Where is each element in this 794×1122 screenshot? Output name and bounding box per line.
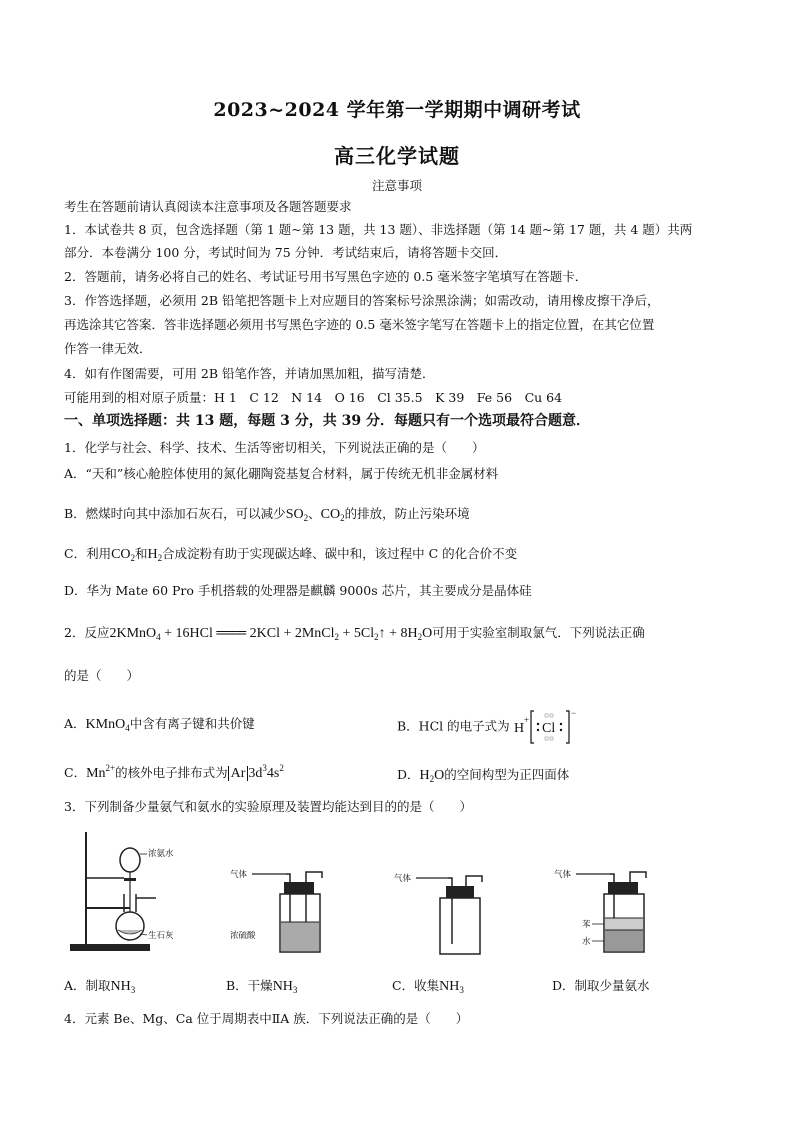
q2-option-b [397,708,574,746]
q2-stem-end: 的是（ ） [64,668,140,683]
q4-stem: 4．元素 Be、Mg、Ca 位于周期表中ⅡA 族．下列说法正确的是（ ） [64,1011,469,1026]
hcl-lewis-structure [514,708,574,746]
apparatus-d-absorption [552,862,662,958]
label-acid: 浓硫酸 [230,931,256,941]
q1-b-formula-2: $CO_2$ [320,507,345,523]
q2-option-a: A．KMnO$_4$中含有离子键和共价键 [64,716,255,733]
q1-option-c [64,546,517,563]
q2-d-post: 的空间构型为正四面体 [444,767,570,782]
svg-text:Cl: Cl [541,721,555,736]
q1-c-post: 合成淀粉有助于实现碳达峰、碳中和，该过程中 C 的化合价不变 [162,546,518,561]
label-gas-b: 气体 [230,870,248,880]
label-ammonia: 浓氨水 [148,849,174,859]
q1-option-a: A．“天和”核心舱腔体使用的氮化硼陶瓷基复合材料，属于传统无机非金属材料 [64,466,499,481]
q1-c-formula-h2: $H_2$ [147,547,163,563]
q2-post: 可用于实验室制取氯气．下列说法正确 [432,625,645,640]
q2-c-config: Ar $3d^34s^2$ [228,766,284,781]
exam-subtitle: 高三化学试题 [334,144,460,168]
atomic-masses: 可能用到的相对原子质量：H 1 C 12 N 14 O 16 Cl 35.5 K 39 Fe 56 Cu 64 [64,390,563,405]
q3-cap-a-text: A．制取 [64,978,111,993]
svg-text:−: − [570,708,576,718]
q1-c-formula-co2: $CO_2$ [111,547,136,563]
q2-c-post: 的核外电子排布式为 [115,765,228,780]
note-3a: 3．作答选择题，必须用 2B 铅笔把答题卡上对应题目的答案标号涂黑涂满；如需改动，请用橡皮擦干净后， [64,293,660,308]
notes-intro: 考生在答题前请认真阅读本注意事项及各题答题要求 [64,199,352,214]
note-4: 4．如有作图需要，可用 2B 铅笔作答，并请加黑加粗，描写清楚． [64,366,435,381]
apparatus-c-collection [392,866,492,958]
apparatus-a-generator [64,826,184,956]
q2-a-formula: KMnO$_4$ [85,717,130,733]
q2-equation: 2KMnO$_4$ + 16HCl ═══ 2KCl + 2MnCl$_2$ + $5Cl_2↑ + 8H_2O$ [109,626,433,642]
q1-option-d: D．华为 Mate 60 Pro 手机搭载的处理器是麒麟 9000s 芯片，其主要成分是晶体硅 [64,583,532,598]
q3-cap-b-text: B．干燥 [226,978,273,993]
note-1b: 部分．本卷满分 100 分，考试时间为 75 分钟．考试结束后，请将答题卡交回． [64,245,508,260]
svg-text:H: H [513,721,524,736]
svg-text:+: + [523,715,529,725]
q2-option-d: D．$H_2O$的空间构型为正四面体 [397,767,570,784]
q3-caption-c [392,976,464,995]
q1-c-pre: C．利用 [64,546,112,561]
q3-caption-b [226,976,297,995]
q3-caption-a [64,976,135,995]
section-heading: 一、单项选择题：共 13 题，每题 3 分，共 39 分．每题只有一个选项最符合题意． [64,413,590,429]
q2-c-ion: $Mn^{2+}$ [86,763,116,781]
q2-stem [64,625,645,642]
note-2: 2．答题前，请务必将自己的姓名、考试证号用书写黑色字迹的 0.5 毫米签字笔填写在答题卡． [64,269,588,284]
q2-num: 2．反应 [64,625,110,640]
q2-a-post: 中含有离子键和共价键 [129,716,255,731]
q1-b-post: 的排放，防止污染环境 [344,506,470,521]
q3-cap-b-formula: $NH_3$ [272,979,298,995]
q3-stem: 3．下列制备少量氨气和氨水的实验原理及装置均能达到目的的是（ ） [64,799,472,814]
label-gas-d: 气体 [554,870,572,880]
apparatus-b-drying [226,862,336,957]
q1-c-mid: 和 [135,546,148,561]
q3-cap-c-formula: $NH_3$ [439,979,464,995]
q3-cap-c-text: C．收集 [392,978,440,993]
note-3c: 作答一律无效． [64,341,152,356]
note-3b: 再选涂其它答案．答非选择题必须用书写黑色字迹的 0.5 毫米签字笔写在答题卡上的指定位置，在其它位置 [64,317,655,332]
label-benzene: 苯 [582,920,591,930]
label-lime: 生石灰 [148,931,174,941]
label-water: 水 [582,937,591,947]
q3-caption-d: D．制取少量氨水 [552,978,650,993]
q3-cap-a-formula: $NH_3$ [110,979,136,995]
q2-d-formula: $H_2O$ [419,768,445,784]
note-1a: 1．本试卷共 8 页，包含选择题（第 1 题~第 13 题，共 13 题）、非选择题（第 14 题~第 17 题，共 4 题）共两 [64,222,693,237]
q1-option-b: B．燃煤时向其中添加石灰石，可以减少$SO_2$、$CO_2$的排放，防止污染环境 [64,506,470,523]
q2-b-pre: B．HCl 的电子式为 [397,718,510,734]
exam-title: 2023~2024 学年第一学期期中调研考试 [213,99,581,121]
label-gas-c: 气体 [394,874,412,884]
notes-heading: 注意事项 [371,178,422,193]
q1-b-formula: $SO_2$ [285,507,309,523]
q1-stem: 1．化学与社会、科学、技术、生活等密切相关，下列说法正确的是（ ） [64,440,485,455]
q1-b-pre: B．燃煤时向其中添加石灰石，可以减少 [64,506,286,521]
q2-option-c: C．$Mn^{2+}$的核外电子排布式为 Ar $3d^34s^2$ [64,763,284,781]
